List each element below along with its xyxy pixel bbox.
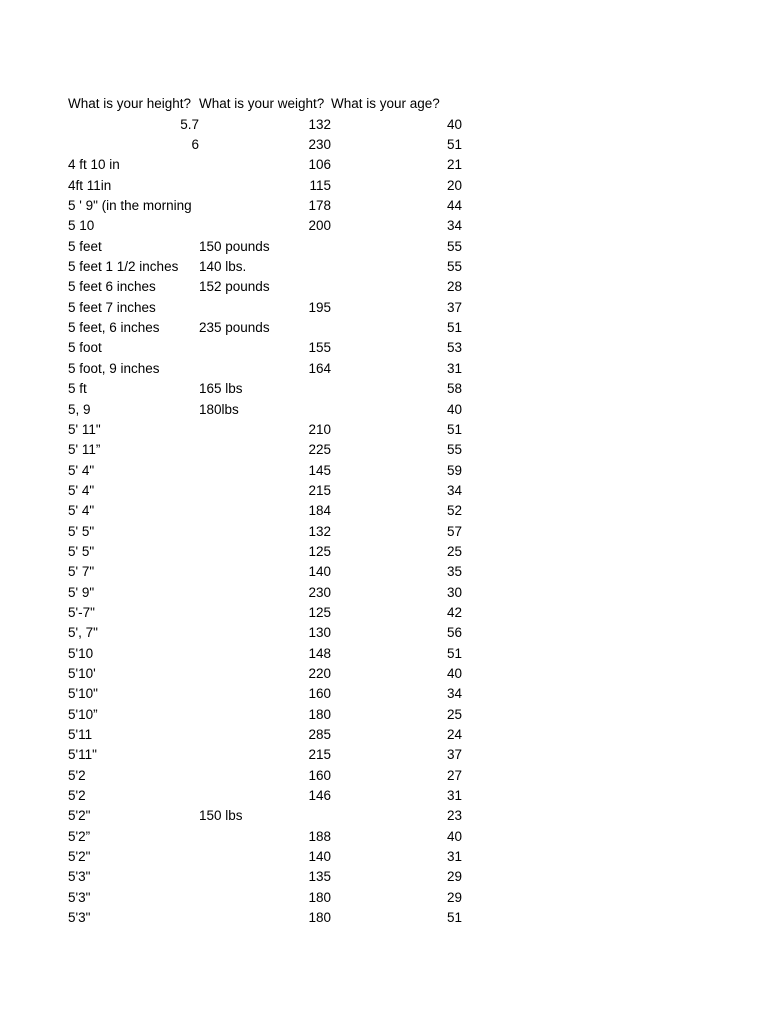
age-cell: 51 [446, 910, 462, 926]
table-row [68, 418, 462, 438]
table-row [68, 621, 462, 641]
height-cell: 5'2" [68, 808, 91, 824]
table-row [68, 479, 462, 499]
height-cell: 4ft 11in [68, 177, 112, 193]
weight-cell: 164 [308, 360, 331, 376]
height-cell: 5' 4" [68, 462, 95, 478]
table-row [68, 397, 462, 417]
table-row [68, 356, 462, 376]
age-cell: 51 [446, 320, 462, 336]
weight-cell: 135 [308, 869, 331, 885]
height-cell: 5 feet [68, 238, 102, 254]
weight-cell: 140 lbs. [199, 259, 247, 275]
weight-cell: 220 [308, 665, 331, 681]
age-cell: 53 [446, 340, 462, 356]
table-row [68, 702, 462, 722]
table-row [68, 804, 462, 824]
age-cell: 57 [446, 523, 462, 539]
table-row [68, 662, 462, 682]
weight-cell: 152 pounds [199, 279, 270, 295]
table-row [68, 153, 462, 173]
header-height: What is your height? [68, 96, 192, 112]
weight-cell: 230 [308, 137, 331, 153]
height-cell: 5 foot [68, 340, 102, 356]
height-cell: 5 feet 7 inches [68, 299, 156, 315]
age-cell: 35 [446, 564, 462, 580]
height-cell: 5'10" [68, 686, 98, 702]
weight-cell: 150 lbs [199, 808, 243, 824]
height-cell: 5'11 [68, 727, 93, 742]
height-cell: 5 feet 6 inches [68, 279, 156, 295]
height-cell: 5' 5" [68, 543, 95, 559]
height-cell: 5', 7" [68, 625, 98, 641]
table-row [68, 519, 462, 539]
age-cell: 58 [446, 381, 462, 397]
age-cell: 55 [446, 259, 462, 275]
table-row [68, 499, 462, 519]
weight-cell: 200 [308, 218, 331, 234]
age-cell: 56 [446, 625, 462, 641]
weight-cell: 145 [308, 462, 331, 478]
height-cell: 5'3" [68, 889, 91, 905]
age-cell: 34 [446, 482, 462, 498]
header-row [68, 92, 462, 112]
table-row [68, 214, 462, 234]
weight-cell: 140 [308, 564, 331, 580]
weight-cell: 146 [308, 788, 331, 804]
height-cell: 5'3" [68, 910, 91, 926]
age-cell: 31 [446, 849, 462, 865]
weight-cell: 160 [308, 767, 331, 783]
weight-cell: 210 [308, 421, 331, 437]
age-cell: 40 [446, 401, 462, 417]
age-cell: 31 [446, 360, 462, 376]
age-cell: 27 [446, 767, 462, 783]
table-row [68, 255, 462, 275]
weight-cell: 215 [308, 747, 331, 763]
height-cell: 5'3" [68, 869, 91, 885]
table-row [68, 234, 462, 254]
height-cell: 5'2 [68, 767, 86, 783]
age-cell: 51 [446, 137, 462, 153]
age-cell: 42 [446, 604, 462, 620]
height-cell: 5' 4" [68, 482, 95, 498]
table-row [68, 784, 462, 804]
weight-cell: 132 [308, 523, 331, 539]
height-cell: 5'10 [68, 645, 94, 661]
table-row [68, 763, 462, 783]
height-cell: 5.7 [180, 116, 199, 132]
weight-cell: 130 [308, 625, 331, 641]
height-cell: 5' 7" [68, 564, 95, 580]
weight-cell: 184 [308, 503, 331, 519]
table-row [68, 194, 462, 214]
age-cell: 44 [446, 198, 462, 214]
weight-cell: 180 [308, 889, 331, 905]
height-cell: 5' 11” [68, 442, 101, 458]
table-row [68, 336, 462, 356]
table-row [68, 885, 462, 905]
table-row [68, 540, 462, 560]
age-cell: 25 [446, 543, 462, 559]
height-cell: 5 ft [68, 381, 87, 397]
age-cell: 21 [446, 157, 462, 173]
weight-cell: 155 [308, 340, 331, 356]
weight-cell: 215 [308, 482, 331, 498]
header-weight: What is your weight? [199, 96, 325, 112]
weight-cell: 235 pounds [199, 320, 270, 336]
table-row [68, 682, 462, 702]
table-row [68, 580, 462, 600]
table-row [68, 112, 462, 132]
table-row [68, 601, 462, 621]
age-cell: 51 [446, 421, 462, 437]
table-row [68, 173, 462, 193]
height-cell: 5' 5" [68, 523, 95, 539]
height-cell: 5 ' 9" (in the morning [68, 198, 192, 214]
weight-cell: 180 [308, 910, 331, 926]
weight-cell: 160 [308, 686, 331, 702]
weight-cell: 140 [308, 849, 331, 865]
table-row [68, 560, 462, 580]
table-row [68, 133, 462, 153]
age-cell: 20 [446, 177, 462, 193]
height-cell: 5 feet, 6 inches [68, 320, 160, 336]
table-body [68, 112, 462, 926]
table-row [68, 275, 462, 295]
age-cell: 51 [446, 645, 462, 661]
weight-cell: 285 [308, 727, 331, 742]
age-cell: 29 [446, 869, 462, 885]
age-cell: 40 [446, 116, 462, 132]
age-cell: 24 [446, 727, 462, 742]
age-cell: 31 [446, 788, 462, 804]
age-cell: 30 [446, 584, 462, 600]
table-row [68, 743, 462, 763]
weight-cell: 180 [308, 706, 331, 722]
header-age: What is your age? [331, 96, 440, 112]
height-cell: 5'2 [68, 788, 86, 804]
weight-cell: 188 [308, 828, 331, 844]
height-cell: 5'-7" [68, 604, 95, 620]
table-row [68, 438, 462, 458]
age-cell: 29 [446, 889, 462, 905]
table-row [68, 641, 462, 661]
age-cell: 55 [446, 238, 462, 254]
table-row [68, 377, 462, 397]
height-cell: 6 [191, 137, 199, 153]
weight-cell: 148 [308, 645, 331, 661]
height-cell: 5' 4" [68, 503, 95, 519]
weight-cell: 195 [308, 299, 331, 315]
height-cell: 5 feet 1 1/2 inches [68, 259, 179, 275]
age-cell: 40 [446, 665, 462, 681]
table-row [68, 316, 462, 336]
height-cell: 5'10” [68, 706, 98, 722]
weight-cell: 180lbs [199, 401, 239, 417]
age-cell: 37 [446, 299, 462, 315]
table-row [68, 906, 462, 926]
weight-cell: 106 [308, 157, 331, 173]
age-cell: 37 [446, 747, 462, 763]
weight-cell: 225 [308, 442, 331, 458]
age-cell: 55 [446, 442, 462, 458]
table-row [68, 295, 462, 315]
height-cell: 5 10 [68, 218, 95, 234]
height-cell: 5' 11" [68, 421, 101, 437]
weight-cell: 125 [308, 543, 331, 559]
table-row [68, 824, 462, 844]
survey-table [68, 92, 462, 926]
table-row [68, 845, 462, 865]
height-cell: 5'2" [68, 849, 91, 865]
table-row [68, 865, 462, 885]
age-cell: 25 [446, 706, 462, 722]
age-cell: 34 [446, 686, 462, 702]
weight-cell: 125 [308, 604, 331, 620]
age-cell: 23 [446, 808, 462, 824]
weight-cell: 150 pounds [199, 238, 270, 254]
age-cell: 40 [446, 828, 462, 844]
height-cell: 5'11" [68, 747, 97, 763]
table-row [68, 458, 462, 478]
height-cell: 5' 9" [68, 584, 95, 600]
height-cell: 5, 9 [68, 401, 91, 417]
table-row [68, 723, 462, 743]
weight-cell: 165 lbs [199, 381, 243, 397]
age-cell: 59 [446, 462, 462, 478]
height-cell: 5'10' [68, 665, 96, 681]
weight-cell: 132 [308, 116, 331, 132]
age-cell: 34 [446, 218, 462, 234]
height-cell: 5 foot, 9 inches [68, 360, 160, 376]
age-cell: 28 [446, 279, 462, 295]
weight-cell: 178 [308, 198, 331, 214]
weight-cell: 230 [308, 584, 331, 600]
height-cell: 5'2” [68, 828, 91, 844]
weight-cell: 115 [309, 177, 331, 193]
height-cell: 4 ft 10 in [68, 157, 120, 173]
age-cell: 52 [446, 503, 462, 519]
